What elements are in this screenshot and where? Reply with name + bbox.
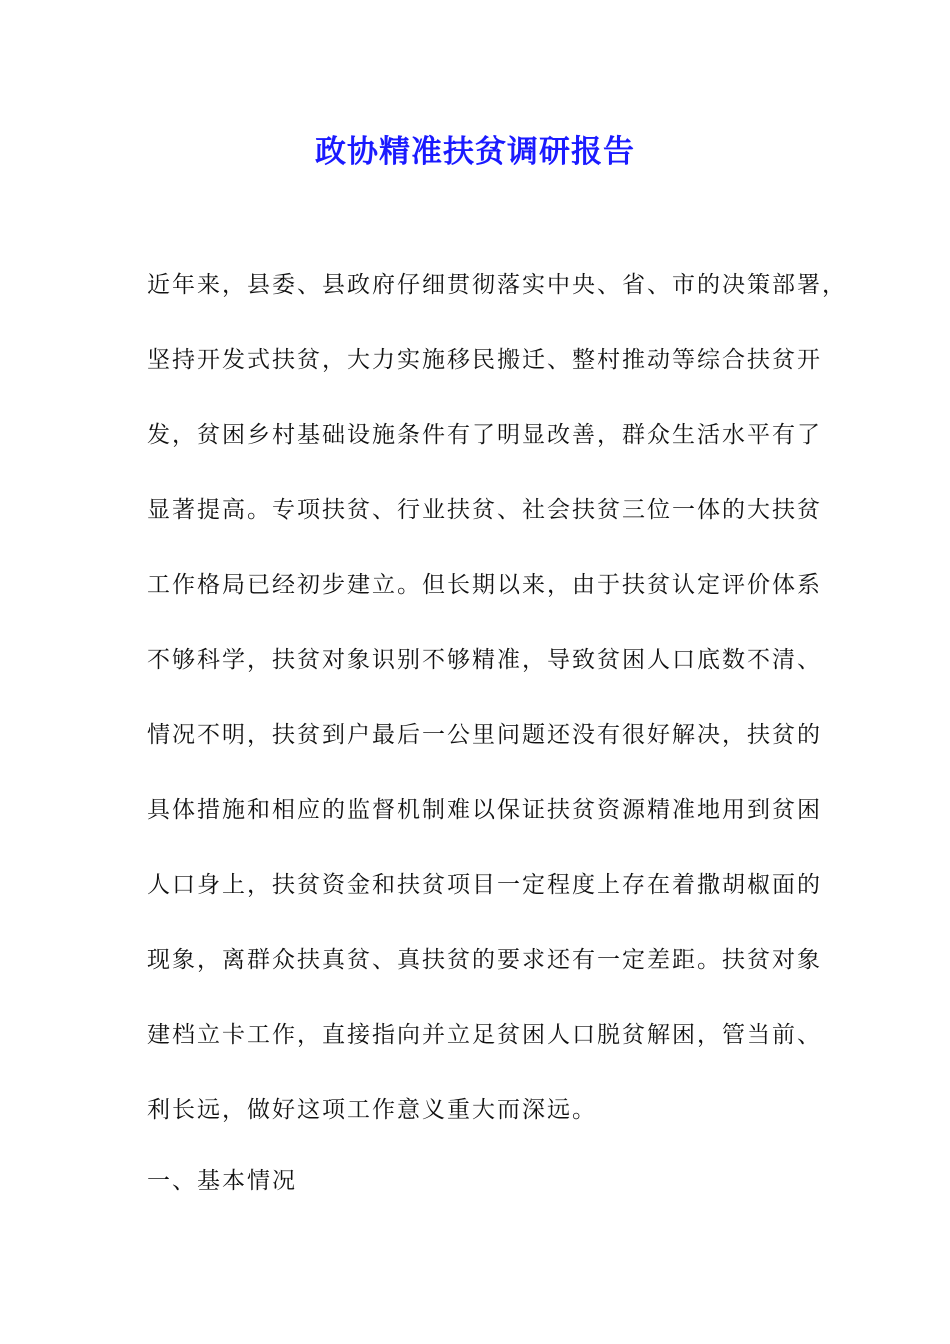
paragraph-line: 建档立卡工作，直接指向并立足贫困人口脱贫解困，管当前、 <box>147 1022 822 1048</box>
paragraph-line: 近年来，县委、县政府仔细贯彻落实中央、省、市的决策部署， <box>147 272 847 298</box>
paragraph-line: 利长远，做好这项工作意义重大而深远。 <box>147 1097 597 1123</box>
paragraph-line: 坚持开发式扶贫，大力实施移民搬迁、整村推动等综合扶贫开 <box>147 347 822 373</box>
paragraph-line: 现象，离群众扶真贫、真扶贫的要求还有一定差距。扶贫对象 <box>147 947 822 973</box>
paragraph-line: 人口身上，扶贫资金和扶贫项目一定程度上存在着撒胡椒面的 <box>147 872 822 898</box>
paragraph-line: 发，贫困乡村基础设施条件有了明显改善，群众生活水平有了 <box>147 422 822 448</box>
paragraph-line: 工作格局已经初步建立。但长期以来，由于扶贫认定评价体系 <box>147 572 822 598</box>
paragraph-line: 情况不明，扶贫到户最后一公里问题还没有很好解决，扶贫的 <box>147 722 822 748</box>
section-heading: 一、基本情况 <box>147 1168 297 1194</box>
paragraph-line: 显著提高。专项扶贫、行业扶贫、社会扶贫三位一体的大扶贫 <box>147 497 822 523</box>
document-title: 政协精准扶贫调研报告 <box>315 134 635 170</box>
paragraph-line: 具体措施和相应的监督机制难以保证扶贫资源精准地用到贫困 <box>147 797 822 823</box>
paragraph-line: 不够科学，扶贫对象识别不够精准，导致贫困人口底数不清、 <box>147 647 822 673</box>
